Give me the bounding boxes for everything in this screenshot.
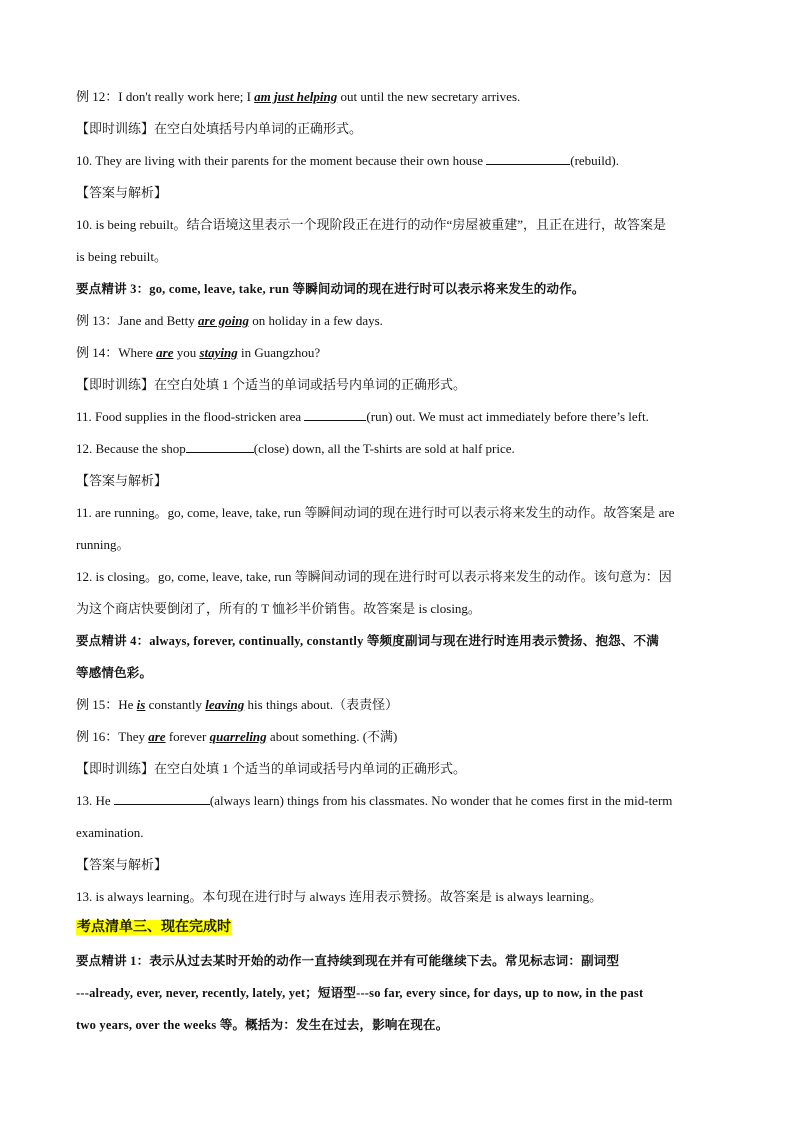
emphasized-verb: are (148, 729, 166, 744)
answer-heading: 【答案与解析】 (76, 473, 168, 488)
question-12: 12. Because the shop (close) down, all the T-shirts are sold at half price. (76, 441, 515, 456)
section-heading (76, 918, 720, 937)
question-11: 11. Food supplies in the flood-stricken area (run) out. We must act immediately before there’s left. (76, 409, 649, 424)
practice-heading: 【即时训练】在空白处填 1 个适当的单词或括号内单词的正确形式。 (76, 377, 467, 392)
answer-heading: 【答案与解析】 (76, 857, 168, 872)
answer-11: 11. are running。go, come, leave, take, run 等瞬间动词的现在进行时可以表示将来发生的动作。故答案是 are (76, 505, 675, 520)
answer-12: 12. is closing。go, come, leave, take, run 等瞬间动词的现在进行时可以表示将来发生的动作。该句意为：因 (76, 569, 672, 584)
answer-blank[interactable] (114, 792, 210, 805)
section-heading-highlight: 考点清单三、现在完成时 (77, 920, 231, 935)
emphasized-verb: staying (199, 345, 238, 360)
example-12: 例 12：I don't really work here; I am just helping out until the new secretary arrives. (76, 89, 521, 104)
emphasized-verb: am just helping (254, 89, 338, 104)
answer-12-cont: 为这个商店快要倒闭了，所有的 T 恤衫半价销售。故答案是 is closing。 (76, 601, 481, 616)
practice-heading: 【即时训练】在空白处填括号内单词的正确形式。 (76, 121, 363, 136)
answer-10: 10. is being rebuilt。结合语境这里表示一个现阶段正在进行的动作“房屋被重建”，且正在进行，故答案是 (76, 217, 667, 232)
answer-heading: 【答案与解析】 (76, 185, 168, 200)
key-point-1-cont2: two years, over the weeks 等。概括为：发生在过去，影响在现在。 (76, 1018, 449, 1032)
example-13: 例 13：Jane and Betty are going on holiday in a few days. (76, 313, 383, 328)
question-13: 13. He (always learn) things from his classmates. No wonder that he comes first in the mid-term (76, 793, 673, 808)
key-point-4-cont: 等感情色彩。 (76, 666, 153, 680)
example-14: 例 14：Where are you staying in Guangzhou? (76, 345, 321, 360)
answer-blank[interactable] (304, 408, 366, 421)
emphasized-verb: leaving (205, 697, 245, 712)
emphasized-verb: is (136, 697, 146, 712)
practice-heading: 【即时训练】在空白处填 1 个适当的单词或括号内单词的正确形式。 (76, 761, 467, 776)
example-15: 例 15：He is constantly leaving his things about.（表责怪） (76, 697, 399, 712)
answer-11-cont: running。 (76, 537, 130, 552)
key-point-1-cont: ---already, ever, never, recently, lately, yet；短语型---so far, every since, for days, up to now, in the past (76, 986, 644, 1000)
question-13-cont: examination. (76, 825, 144, 840)
key-point-1: 要点精讲 1：表示从过去某时开始的动作一直持续到现在并有可能继续下去。常见标志词：副词型 (76, 954, 620, 968)
key-point-4: 要点精讲 4：always, forever, continually, constantly 等频度副词与现在进行时连用表示赞扬、抱怨、不满 (76, 634, 659, 648)
emphasized-verb: are (156, 345, 174, 360)
answer-blank[interactable] (486, 152, 570, 165)
emphasized-verb: quarreling (209, 729, 267, 744)
answer-10-cont: is being rebuilt。 (76, 249, 167, 264)
answer-13: 13. is always learning。本句现在进行时与 always 连用表示赞扬。故答案是 is always learning。 (76, 889, 603, 904)
answer-blank[interactable] (186, 440, 254, 453)
key-point-3: 要点精讲 3：go, come, leave, take, run 等瞬间动词的现在进行时可以表示将来发生的动作。 (76, 282, 585, 296)
question-10: 10. They are living with their parents for the moment because their own house (rebuild). (76, 153, 619, 168)
example-16: 例 16：They are forever quarreling about something. (不满) (76, 729, 398, 744)
emphasized-verb: are going (198, 313, 249, 328)
